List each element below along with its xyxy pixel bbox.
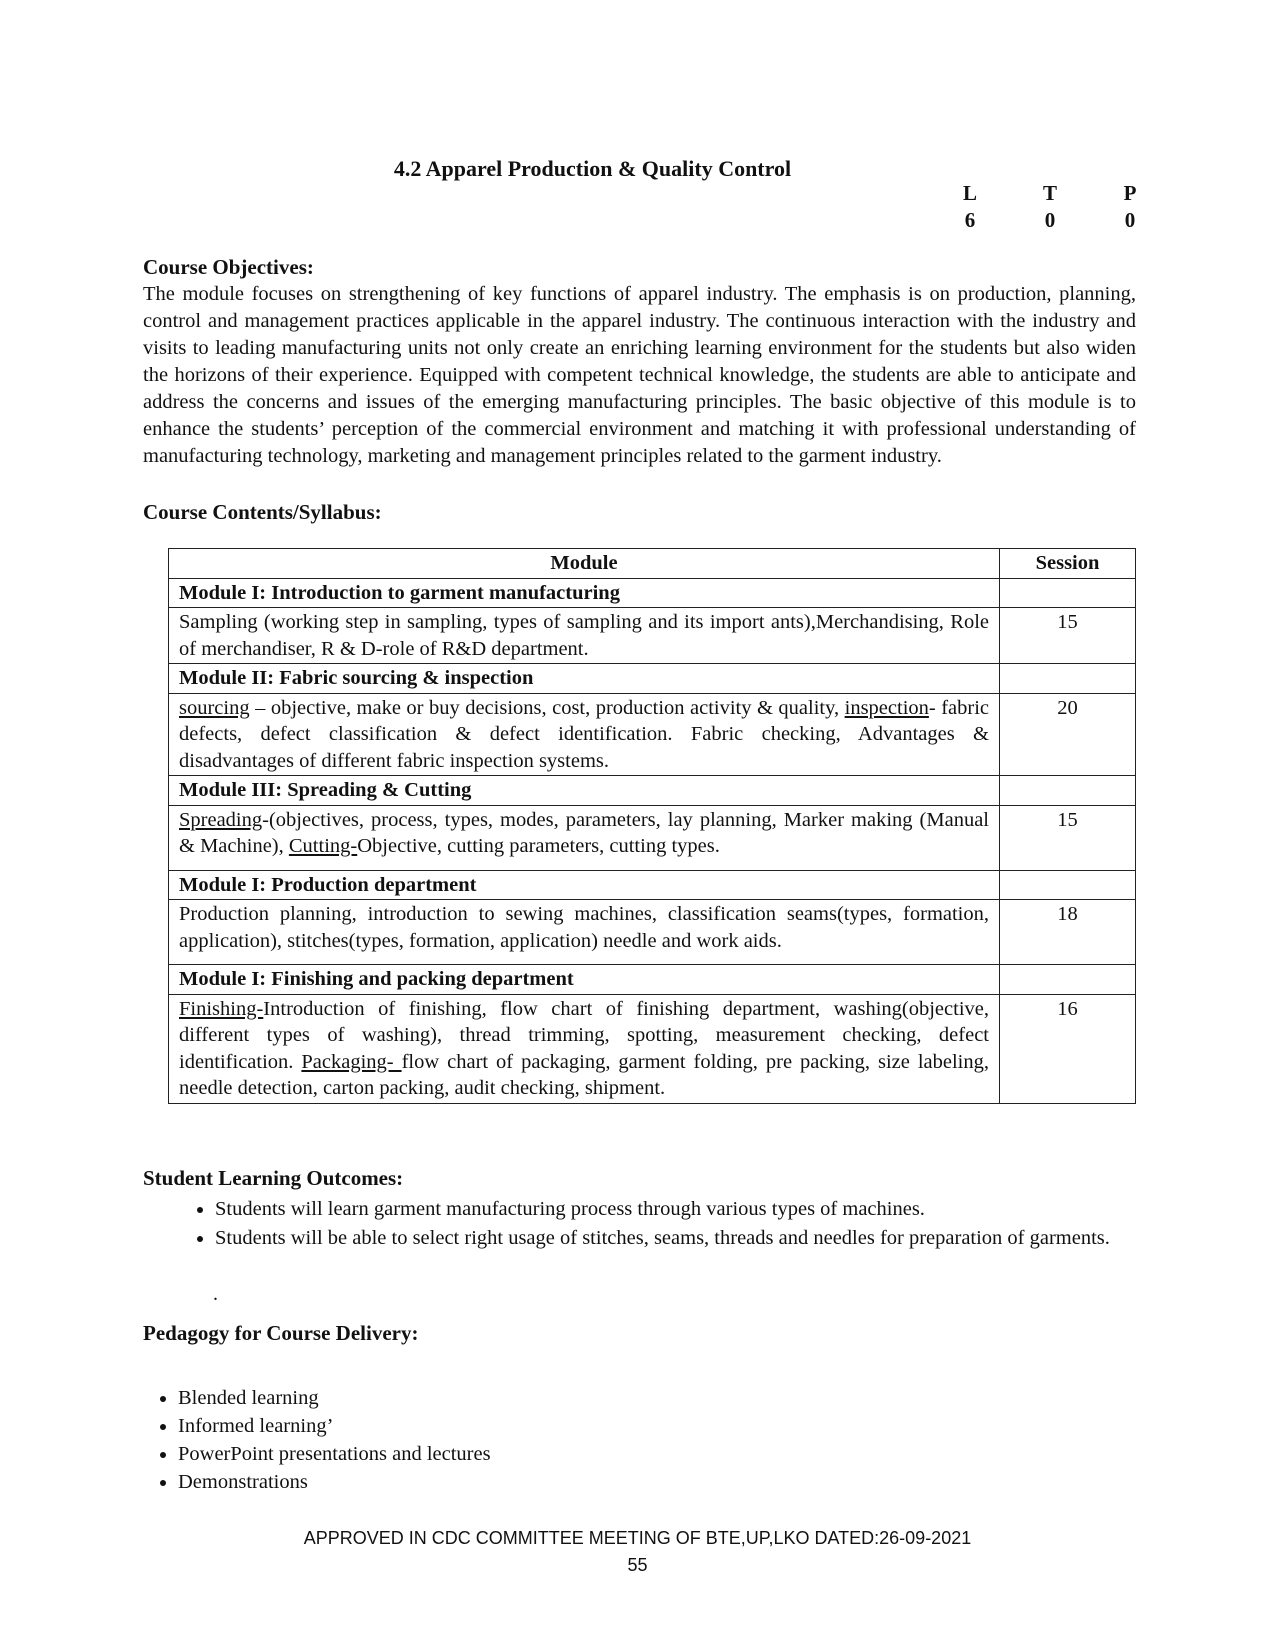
outcomes-heading: Student Learning Outcomes: [143, 1166, 404, 1190]
module-title-row [169, 870, 1136, 900]
module-title-row [169, 776, 1136, 806]
module-desc-row [169, 994, 1136, 1103]
module-session: 16 [1000, 994, 1136, 1103]
ltp-header-t: T [1042, 181, 1057, 205]
ltp-header-l: L [962, 181, 977, 205]
module-desc-row [169, 608, 1136, 664]
module-session: 15 [1000, 608, 1136, 664]
module-title-row [169, 965, 1136, 995]
keyword-underlined: Packaging- [301, 1050, 402, 1073]
list-item: • Informed learning’ [178, 1412, 491, 1440]
col-session-header: Session [1000, 549, 1136, 579]
list-item: • Students will be able to select right usage of stitches, seams, threads and needles for preparation of garments. [215, 1225, 1175, 1252]
syllabus-heading: Course Contents/Syllabus: [143, 500, 382, 524]
pedagogy-list [143, 1384, 491, 1496]
page-footer [0, 1525, 1275, 1579]
list-item: • Students will learn garment manufacturing process through various types of machines. [215, 1196, 1175, 1223]
module-session: 15 [1000, 805, 1136, 870]
col-module-header: Module [169, 549, 1000, 579]
trailing-dot: . [213, 1283, 218, 1305]
keyword-underlined: Finishing- [179, 997, 264, 1020]
keyword-underlined: sourcing [179, 696, 250, 719]
ltp-value-l: 6 [964, 208, 976, 232]
module-title: Module III: Spreading & Cutting [169, 776, 1000, 806]
module-desc: Spreading-(objectives, process, types, modes, parameters, lay planning, Marker making (Manual & Machine), Cutting-Objective, cutting parameters, cutting types. [169, 805, 1000, 870]
module-desc: Sampling (working step in sampling, types of sampling and its import ants),Merchandising, Role of merchandiser, R & D-role of R&D department. [169, 608, 1000, 664]
keyword-underlined: Spreading [179, 808, 263, 831]
ltp-values [960, 208, 1140, 235]
pedagogy-heading: Pedagogy for Course Delivery: [143, 1321, 419, 1345]
ltp-table [960, 181, 1140, 235]
module-desc-row [169, 693, 1136, 776]
keyword-underlined: Cutting- [288, 835, 358, 857]
approval-note: APPROVED IN CDC COMMITTEE MEETING OF BTE,UP,LKO DATED:26-09-2021 [303, 1528, 972, 1548]
module-session: 20 [1000, 693, 1136, 776]
ltp-header-p: P [1123, 181, 1137, 205]
ltp-value-t: 0 [1044, 208, 1056, 232]
list-item: • Demonstrations [178, 1468, 491, 1496]
list-item: • PowerPoint presentations and lectures [178, 1440, 491, 1468]
ltp-value-p: 0 [1124, 208, 1136, 232]
ltp-headers [960, 181, 1140, 208]
module-desc-row [169, 900, 1136, 965]
outcomes-list [180, 1196, 1175, 1254]
keyword-underlined: inspection [844, 696, 929, 719]
module-title-row [169, 664, 1136, 694]
module-title: Module I: Introduction to garment manufacturing [169, 578, 1000, 608]
module-desc: sourcing – objective, make or buy decisions, cost, production activity & quality, inspection- fabric defects, defect classification & defect identification. Fabric checking, Advantages & disadvantages of different fabric inspection systems. [169, 693, 1000, 776]
course-title: 4.2 Apparel Production & Quality Control [393, 156, 792, 181]
module-session: 18 [1000, 900, 1136, 965]
module-desc: Production planning, introduction to sewing machines, classification seams(types, formation, application), stitches(types, formation, application) needle and work aids. [169, 900, 1000, 965]
module-desc: Finishing-Introduction of finishing, flow chart of finishing department, washing(objective, different types of washing), thread trimming, spotting, measurement checking, defect identification. Packaging- flow chart of packaging, garment folding, pre packing, size labeling, needle detection, carton packing, audit checking, shipment. [169, 994, 1000, 1103]
module-title-row [169, 578, 1136, 608]
objectives-text: The module focuses on strengthening of key functions of apparel industry. The emphasis is on production, planning, control and management practices applicable in the apparel industry. The continuous interaction with the industry and visits to leading manufacturing units not only create an enriching learning environment for the students but also widen the horizons of their experience. Equipped with competent technical knowledge, the students are able to anticipate and address the concerns and issues of the emerging manufacturing principles. The basic objective of this module is to enhance the students’ perception of the commercial environment and matching it with professional understanding of manufacturing technology, marketing and management principles related to the garment industry. [143, 283, 1136, 467]
objectives-heading: Course Objectives: [143, 255, 314, 279]
syllabus-table [168, 548, 1136, 1104]
module-title: Module I: Production department [169, 870, 1000, 900]
list-item: • Blended learning [178, 1384, 491, 1412]
page-number: 55 [627, 1555, 648, 1575]
table-header-row [169, 549, 1136, 579]
module-title: Module II: Fabric sourcing & inspection [169, 664, 1000, 694]
module-title: Module I: Finishing and packing department [169, 965, 1000, 995]
module-desc-row [169, 805, 1136, 870]
